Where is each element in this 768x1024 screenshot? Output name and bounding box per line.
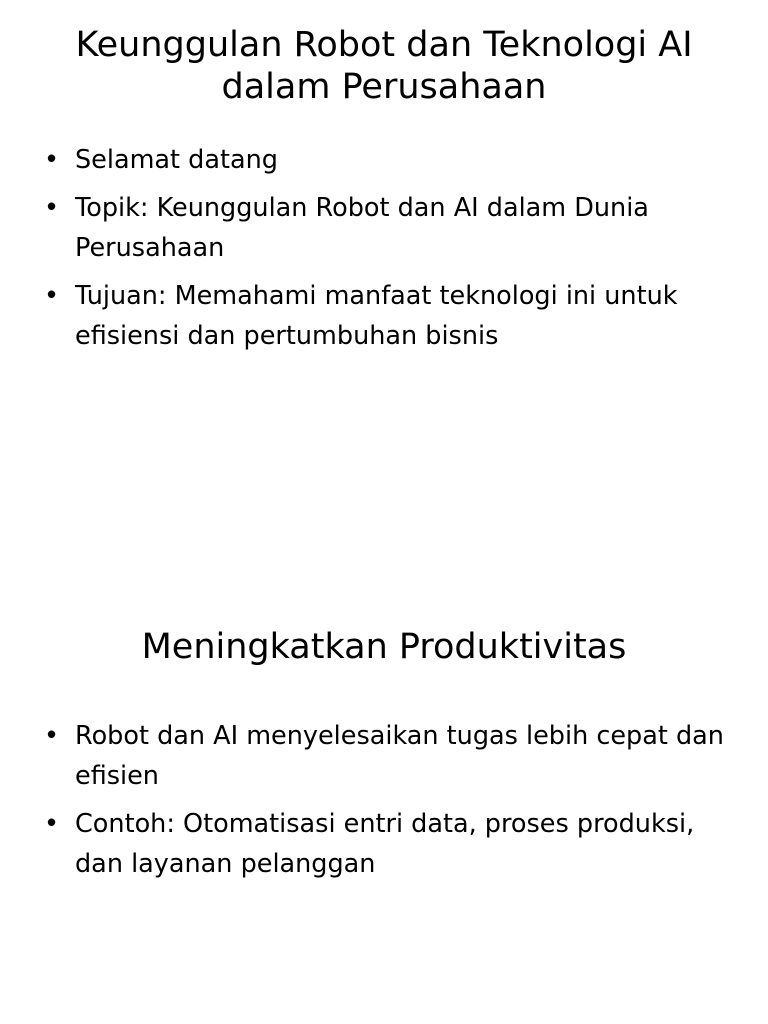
bullet-icon: • [44,809,60,839]
bullet-text: Topik: Keunggulan Robot dan AI dalam Dunia Perusahaan [75,193,649,263]
bullet-icon: • [44,281,60,311]
bullet-icon: • [44,145,60,175]
bullet-item [44,188,734,268]
slide-title: Keunggulan Robot dan Teknologi AI dalam Perusahaan [75,25,693,107]
bullet-item [44,716,734,796]
bullet-text: Selamat datang [75,145,278,175]
bullet-item [44,276,734,356]
bullet-item [44,140,734,180]
bullet-text: Contoh: Otomatisasi entri data, proses produksi, dan layanan pelanggan [75,809,695,879]
bullet-list [44,716,734,892]
bullet-text: Robot dan AI menyelesaikan tugas lebih cepat dan efisien [75,721,724,791]
slide-title: Meningkatkan Produktivitas [141,627,627,667]
bullet-icon: • [44,721,60,751]
bullet-text: Tujuan: Memahami manfaat teknologi ini untuk efisiensi dan pertumbuhan bisnis [75,281,678,351]
bullet-list [44,140,734,364]
slide-2 [0,512,768,1024]
bullet-item [44,804,734,884]
bullet-icon: • [44,193,60,223]
